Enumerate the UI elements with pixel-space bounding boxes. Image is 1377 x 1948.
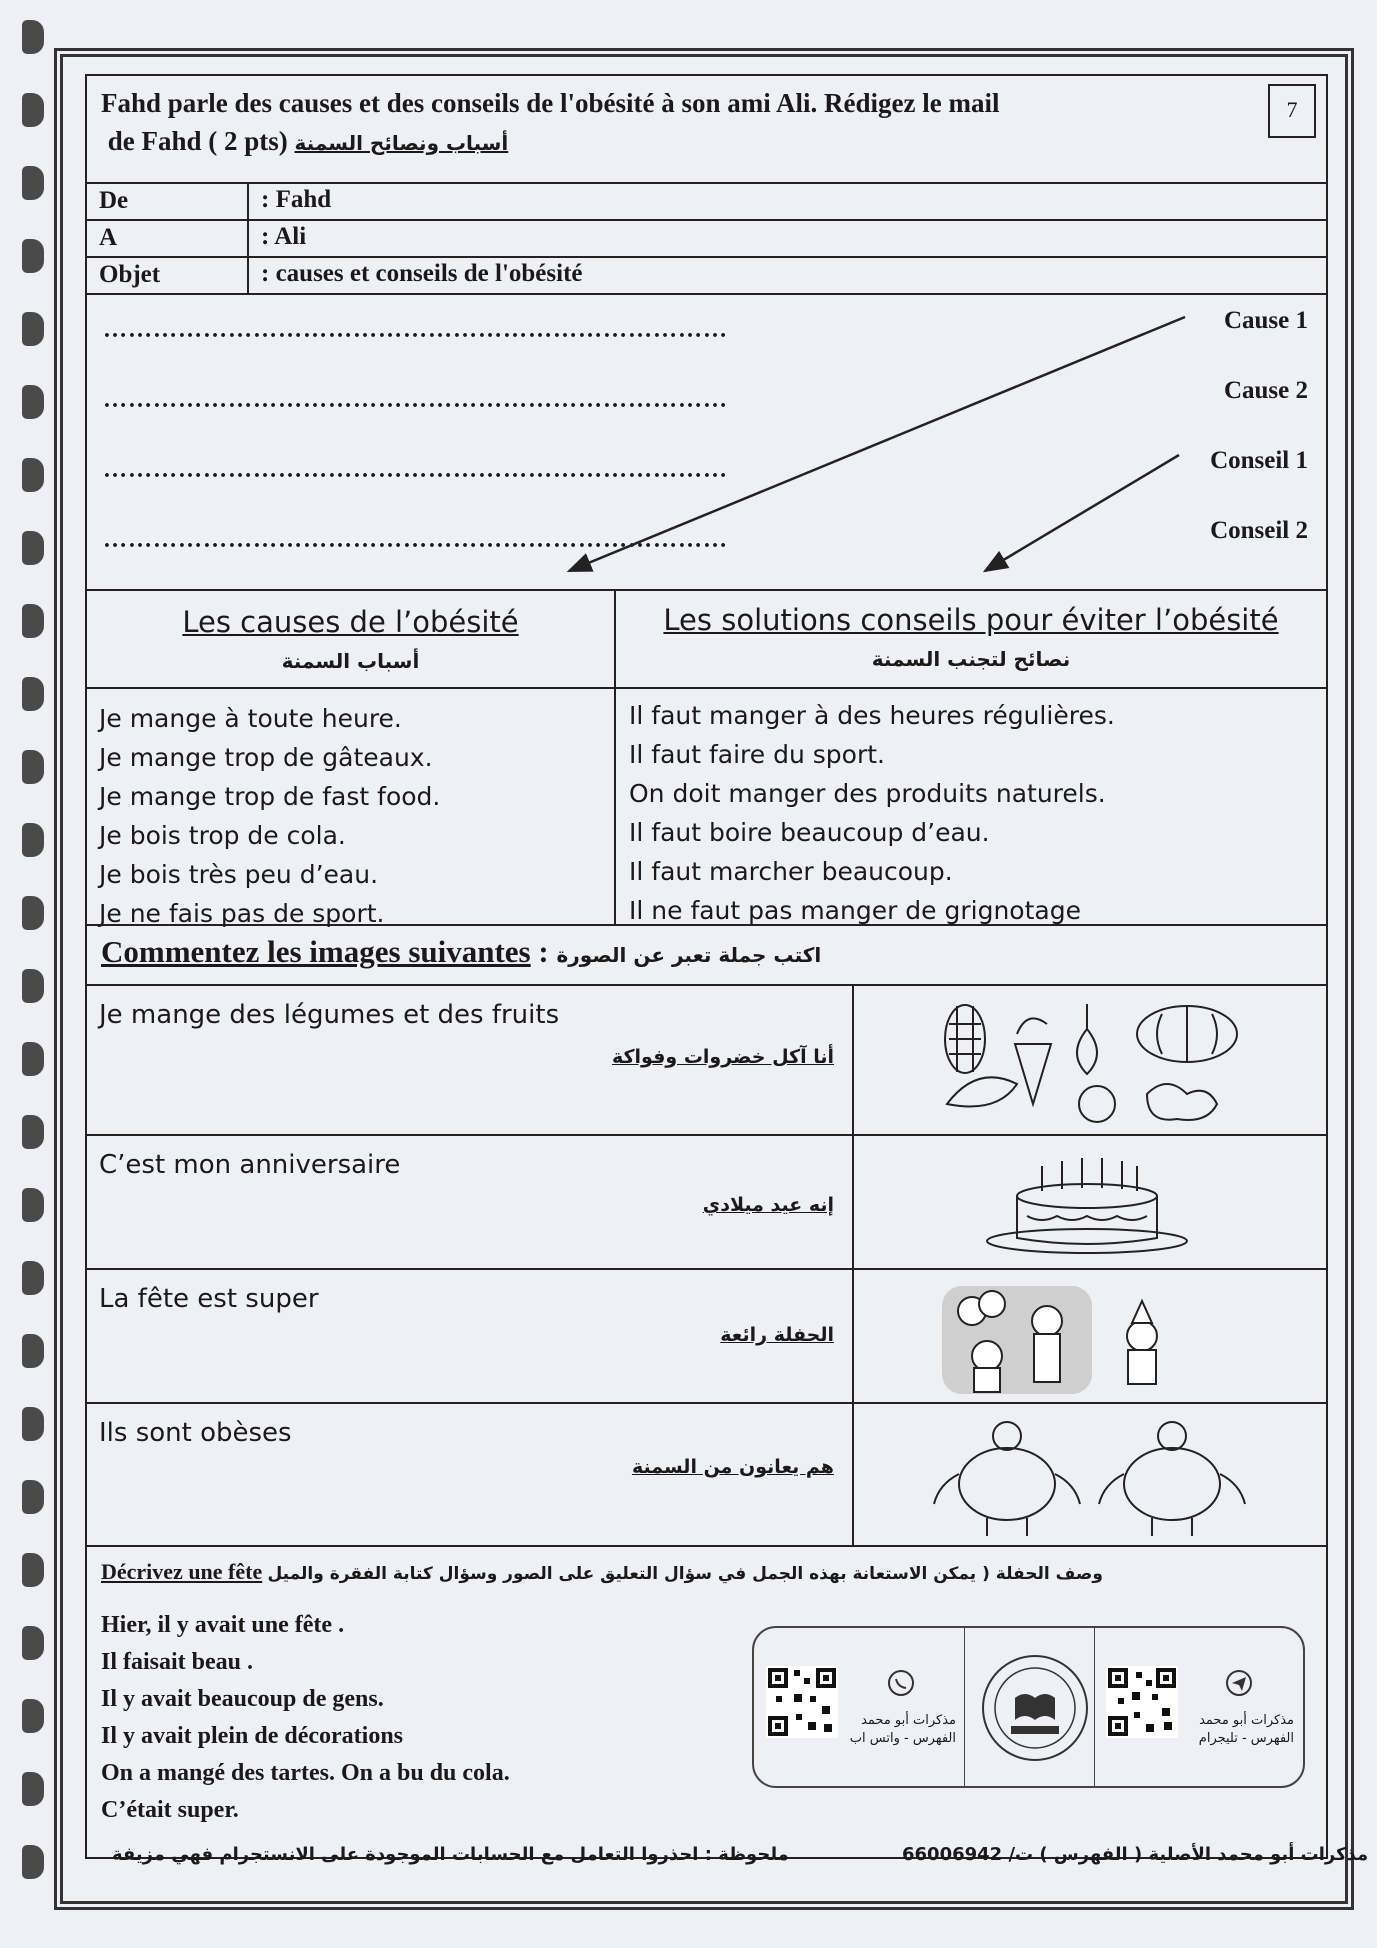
subject-value: : causes et conseils de l'obésité (261, 260, 583, 287)
binding-ring (22, 385, 44, 419)
list-item: Il faut manger à des heures régulières. (629, 701, 1115, 730)
describe-section (87, 1547, 1326, 1861)
qr-code-telegram[interactable] (1106, 1666, 1178, 1738)
list-item: Il faut faire du sport. (629, 740, 885, 769)
comment-text: C’est mon anniversaire (99, 1150, 401, 1180)
from-label: De (99, 187, 129, 214)
binding-ring (22, 677, 44, 711)
binding-ring (22, 166, 44, 200)
mail-to-row (87, 221, 1326, 258)
list-item: On doit manger des produits naturels. (629, 779, 1106, 808)
vegetables-icon (927, 994, 1247, 1126)
comment-title: Commentez les images suivantes (101, 934, 531, 969)
binding-ring (22, 1699, 44, 1733)
qr-code-whatsapp[interactable] (766, 1666, 838, 1738)
telegram-icon (1224, 1668, 1254, 1698)
answer-line-2[interactable]: ………………………………………………………………… (103, 387, 728, 413)
list-item: Il faisait beau . (101, 1649, 254, 1675)
comment-heading: Commentez les images suivantes : اكتب جملة تعبر عن الصورة (101, 934, 822, 969)
describe-title: Décrivez une fête (101, 1559, 263, 1584)
comment-row-party (87, 1270, 1326, 1404)
mail-body-area (87, 295, 1326, 591)
comment-text: La fête est super (99, 1284, 319, 1314)
binding-ring (22, 1261, 44, 1295)
conseil-1-label: Conseil 1 (1210, 447, 1308, 474)
binding-ring (22, 1407, 44, 1441)
logo-seal-icon (979, 1648, 1091, 1768)
table-body-row (87, 689, 1326, 926)
binding-ring (22, 969, 44, 1003)
comment-arabic-text: أنا آكل خضروات وفواكة (611, 1046, 834, 1068)
comment-heading-row (87, 926, 1326, 986)
list-item: Je ne fais pas de sport. (99, 899, 385, 928)
whatsapp-icon (886, 1668, 916, 1698)
party-children-icon (932, 1276, 1182, 1398)
whatsapp-caption: مذكرات أبو محمد الفهرس - واتس اب (849, 1713, 956, 1746)
answer-line-3[interactable]: ………………………………………………………………… (103, 457, 728, 483)
cause-1-label: Cause 1 (1223, 307, 1308, 334)
binding-ring (22, 1480, 44, 1514)
solutions-list (629, 696, 1115, 930)
comment-row-obese (87, 1404, 1326, 1547)
from-value: : Fahd (261, 186, 332, 213)
causes-header (87, 605, 614, 673)
footer-note: ملحوظة : احذروا التعامل مع الحسابات الموجودة على الانستجرام فهي مزيفة (112, 1844, 789, 1865)
binding-ring (22, 604, 44, 638)
list-item: Il y avait beaucoup de gens. (101, 1686, 384, 1712)
binding-ring (22, 93, 44, 127)
binding-ring (22, 1042, 44, 1076)
binding-ring (22, 1553, 44, 1587)
list-item: Hier, il y avait une fête . (101, 1612, 345, 1638)
binding-ring (22, 458, 44, 492)
list-item: Je mange trop de fast food. (99, 782, 441, 811)
causes-arabic: أسباب السمنة (281, 649, 420, 673)
list-item: Je bois très peu d’eau. (99, 860, 379, 889)
list-item: On a mangé des tartes. On a bu du cola. (101, 1760, 510, 1786)
answer-line-4[interactable]: ………………………………………………………………… (103, 527, 728, 553)
obese-people-icon (922, 1414, 1262, 1539)
question-line-1: Fahd parle des causes et des conseils de l'obésité à son ami Ali. Rédigez le mail (101, 88, 1000, 118)
list-item: Je mange trop de gâteaux. (99, 743, 433, 772)
footer-contact: مذكرات أبو محمد الأصلية ( الفهرس ) ت/ 66006942 (902, 1844, 1369, 1865)
promo-box (752, 1626, 1305, 1788)
causes-title: Les causes de l’obésité (182, 605, 519, 639)
conseil-2-label: Conseil 2 (1210, 517, 1308, 544)
mail-from-row (87, 184, 1326, 221)
comment-text: Ils sont obèses (99, 1418, 292, 1448)
solutions-title: Les solutions conseils pour éviter l’obésité (663, 603, 1279, 637)
table-header-row (87, 591, 1326, 689)
comment-row-birthday (87, 1136, 1326, 1270)
list-item: Il faut boire beaucoup d’eau. (629, 818, 990, 847)
list-item: Je mange à toute heure. (99, 704, 402, 733)
question-line-2: de Fahd ( 2 pts) (107, 126, 288, 156)
list-item: Je bois trop de cola. (99, 821, 346, 850)
answer-line-1[interactable]: ………………………………………………………………… (103, 317, 728, 343)
question-text (101, 84, 1231, 162)
telegram-caption: مذكرات أبو محمد الفهرس - تليجرام (1198, 1713, 1294, 1746)
question-arabic: أسباب ونصائح السمنة (294, 131, 509, 155)
binding-ring (22, 750, 44, 784)
binding-ring (22, 896, 44, 930)
to-label: A (99, 224, 118, 251)
binding-ring (22, 823, 44, 857)
list-item: Il y avait plein de décorations (101, 1723, 404, 1749)
binding-ring (22, 1772, 44, 1806)
comment-row-vegetables (87, 986, 1326, 1136)
describe-lines (101, 1607, 510, 1829)
binding-ring (22, 1115, 44, 1149)
list-item: Il ne faut pas manger de grignotage (629, 896, 1081, 925)
question-number: 7 (1268, 84, 1316, 138)
causes-list (99, 699, 440, 933)
solutions-arabic: نصائح لتجنب السمنة (871, 647, 1071, 671)
worksheet (85, 74, 1328, 1859)
comment-arabic-text: إنه عيد ميلادي (702, 1194, 834, 1216)
comment-text: Je mange des légumes et des fruits (99, 1000, 560, 1030)
arrows-icon (87, 295, 1327, 591)
mail-subject-row (87, 258, 1326, 295)
solutions-header (614, 603, 1328, 671)
birthday-cake-icon (977, 1146, 1197, 1261)
comment-arabic-text: هم يعانون من السمنة (631, 1456, 834, 1478)
list-item: C’était super. (101, 1797, 239, 1823)
describe-arabic: وصف الحفلة ( يمكن الاستعانة بهذه الجمل في سؤال التعليق على الصور وسؤال كتابة الفقرة والميل (267, 1564, 1103, 1584)
binding-ring (22, 20, 44, 54)
binding-ring (22, 1188, 44, 1222)
list-item: Il faut marcher beaucoup. (629, 857, 953, 886)
describe-heading (101, 1559, 1103, 1585)
binding-ring (22, 531, 44, 565)
binding-ring (22, 312, 44, 346)
comment-arabic: اكتب جملة تعبر عن الصورة (556, 943, 822, 967)
subject-label: Objet (99, 261, 161, 288)
cause-2-label: Cause 2 (1223, 377, 1308, 404)
spiral-binding (22, 20, 48, 1930)
to-value: : Ali (261, 223, 307, 250)
binding-ring (22, 1845, 44, 1879)
binding-ring (22, 1334, 44, 1368)
binding-ring (22, 1626, 44, 1660)
binding-ring (22, 239, 44, 273)
question-header (87, 76, 1326, 184)
comment-arabic-text: الحفلة رائعة (720, 1324, 834, 1346)
